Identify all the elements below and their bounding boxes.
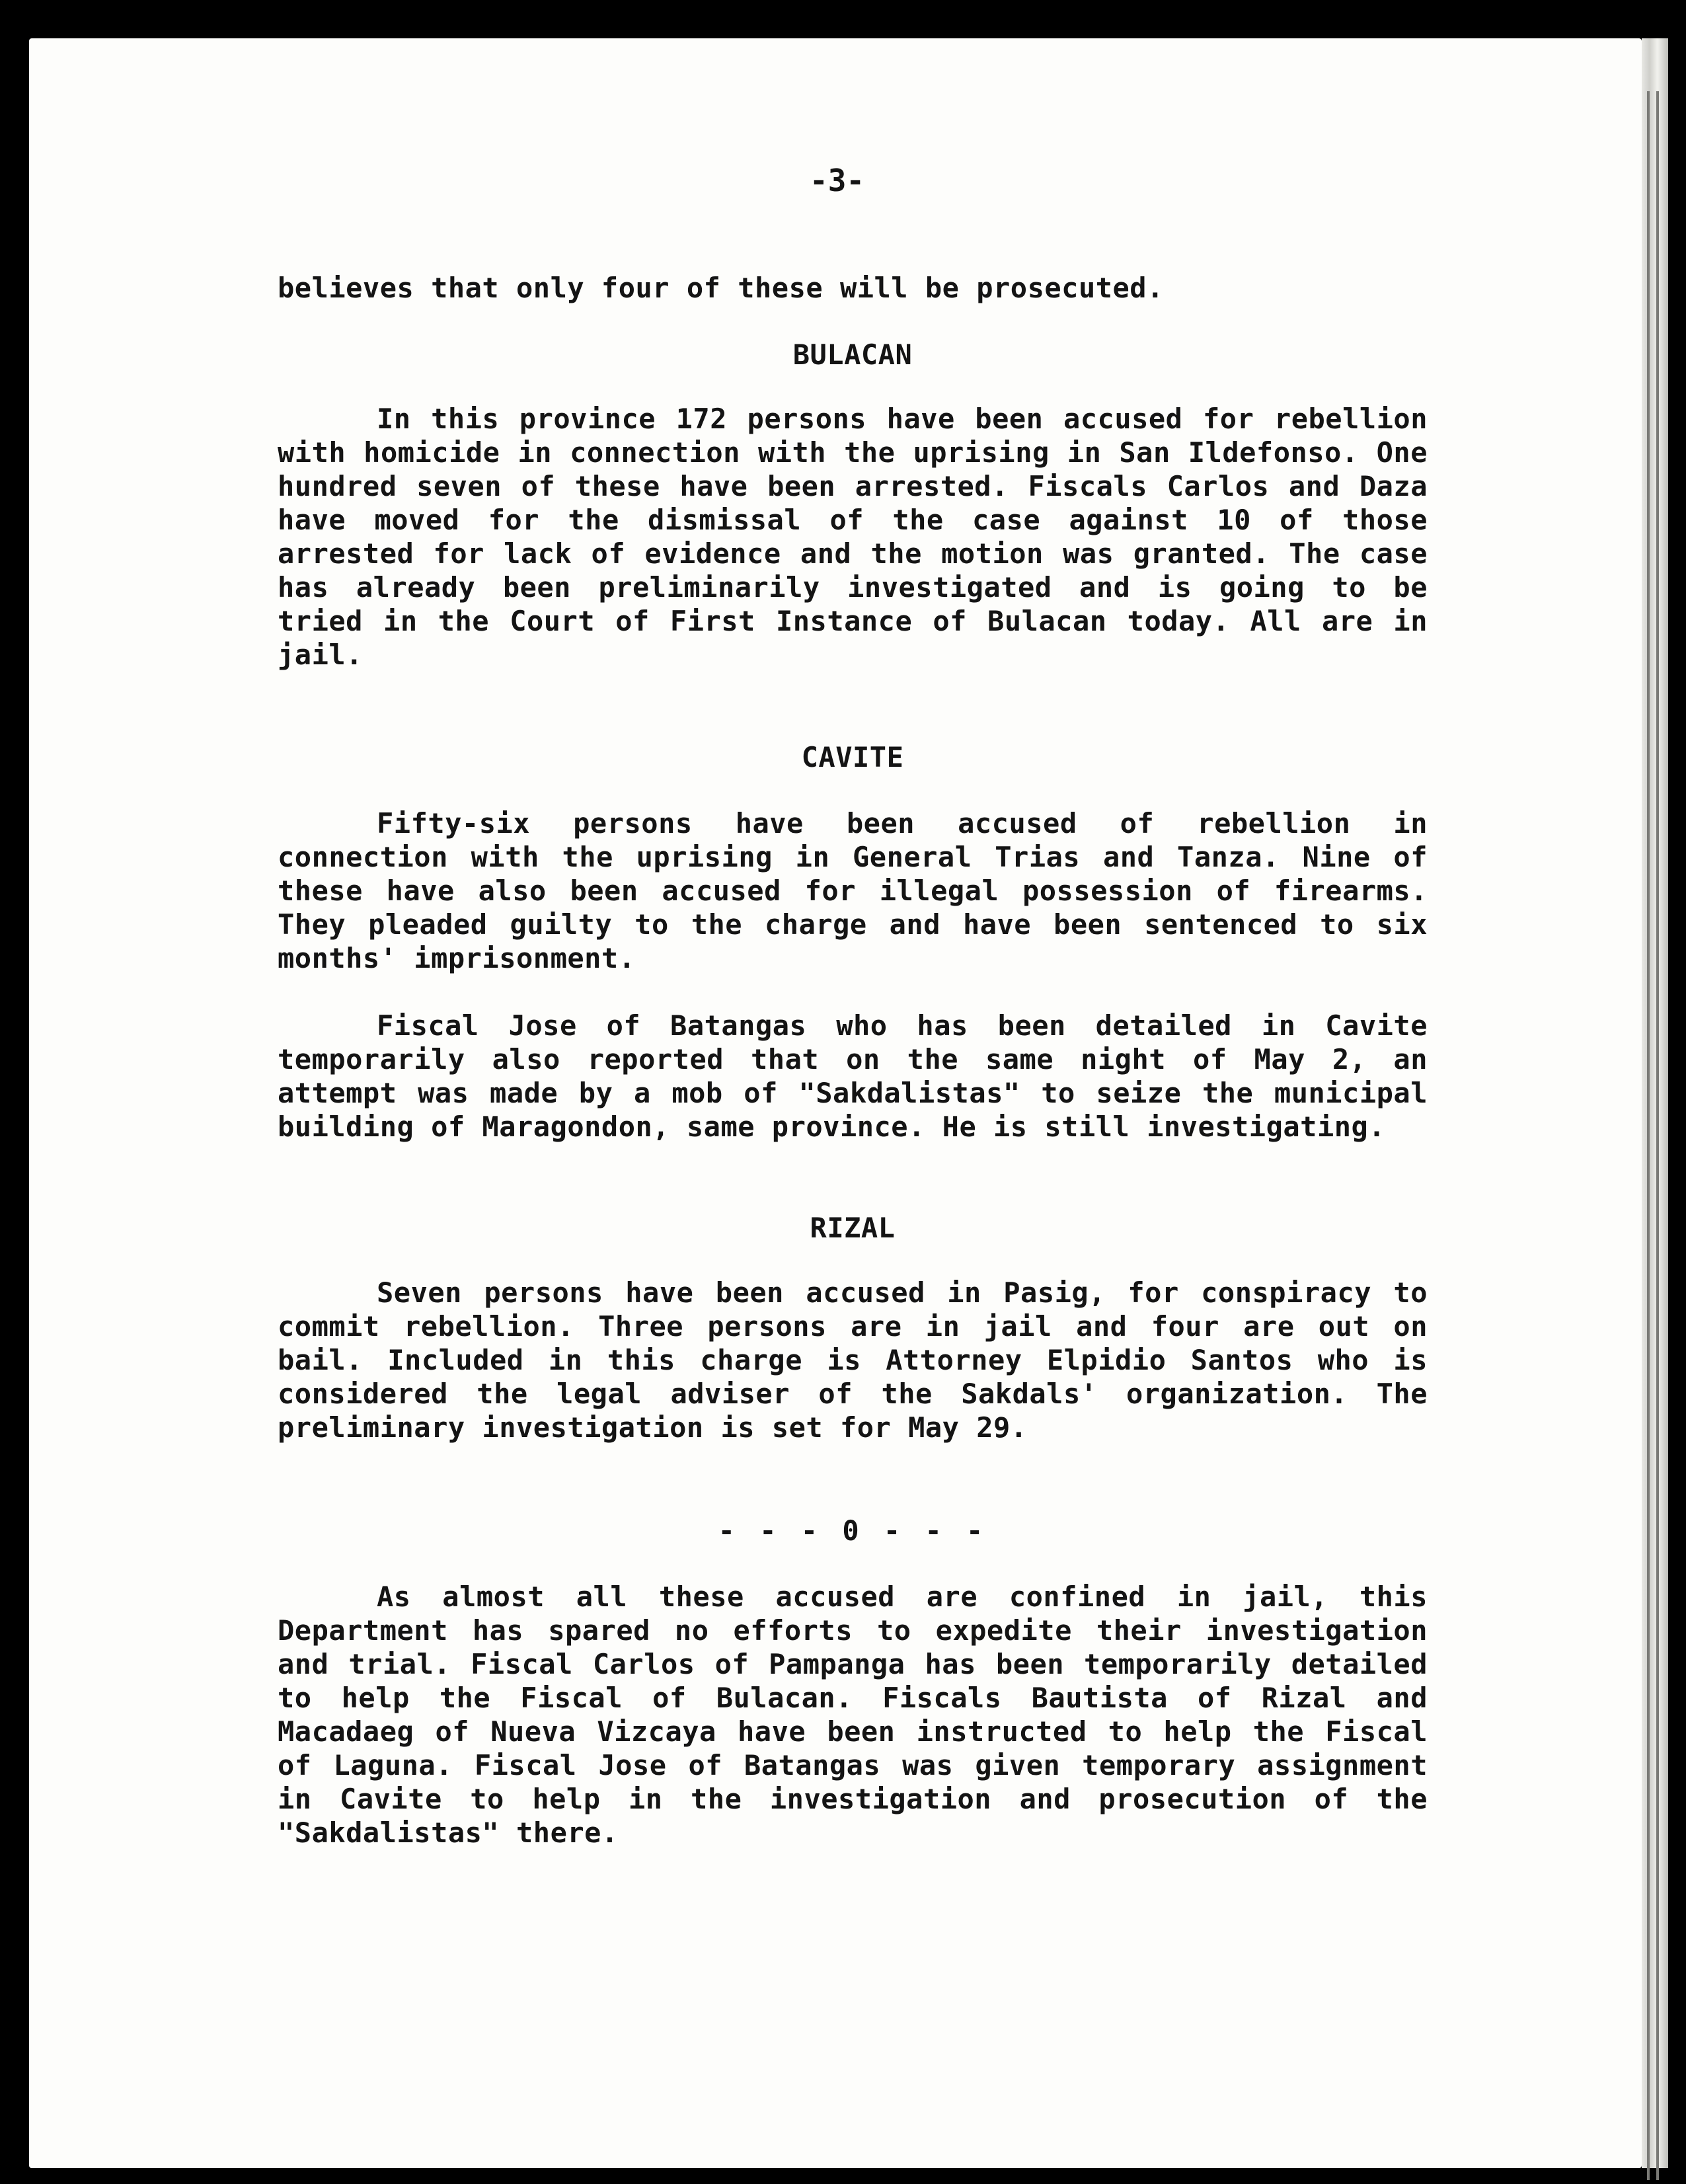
page-edge-line [1656,91,1659,2180]
section-heading-rizal: RIZAL [810,1212,896,1244]
section-heading-cavite: CAVITE [801,741,904,773]
paragraph-bulacan: In this province 172 persons have been accused for rebellion with homicide in connection with the uprising in San Ildefonso. One hundred seven of these have been arrested. Fiscals Carlos and Daza have moved for the dismissal of the case against 10 of those arrested for lack of evidence and the motion was granted. The case has already been preliminarily investigated and is going to be tried in the Court of First Instance of Bulacan today. All are in jail. [278,403,1428,671]
page-edge [1642,38,1668,2168]
paragraph-closing: As almost all these accused are confined in jail, this Department has spared no efforts to expedite their investigation and trial. Fiscal Carlos of Pampanga has been temporarily detailed to help the Fiscal of Bulacan. Fiscals Bautista of Rizal and Macadaeg of Nueva Vizcaya have been instructed to help the Fiscal of Laguna. Fiscal Jose of Batangas was given temporary assignment in Cavite to help in the investigation and prosecution of the "Sakdalistas" there. [278,1580,1428,1849]
paragraph-rizal: Seven persons have been accused in Pasig, for conspiracy to commit rebellion. Three persons are in jail and four are out on bail. Included in this charge is Attorney Elpidio Santos who is considered the legal adviser of the Sakdals' organization. The preliminary investigation is set for May 29. [278,1276,1428,1444]
paragraph-cavite-2: Fiscal Jose of Batangas who has been detailed in Cavite temporarily also reported that on the same night of May 2, an attempt was made by a mob of "Sakdalistas" to seize the municipal building of Maragondon, same province. He is still investigating. [278,1009,1428,1143]
continuation-line: believes that only four of these will be prosecuted. [278,272,1164,304]
page-edge-line [1647,91,1650,2180]
section-heading-bulacan: BULACAN [792,338,913,371]
paragraph-cavite-1: Fifty-six persons have been accused of rebellion in connection with the uprising in General Trias and Tanza. Nine of these have also been accused for illegal possession of firearms. They pleaded guilty to the charge and have been sentenced to six months' imprisonment. [278,807,1428,974]
page-number: -3- [810,163,865,198]
section-separator: - - - 0 - - - [718,1514,987,1547]
